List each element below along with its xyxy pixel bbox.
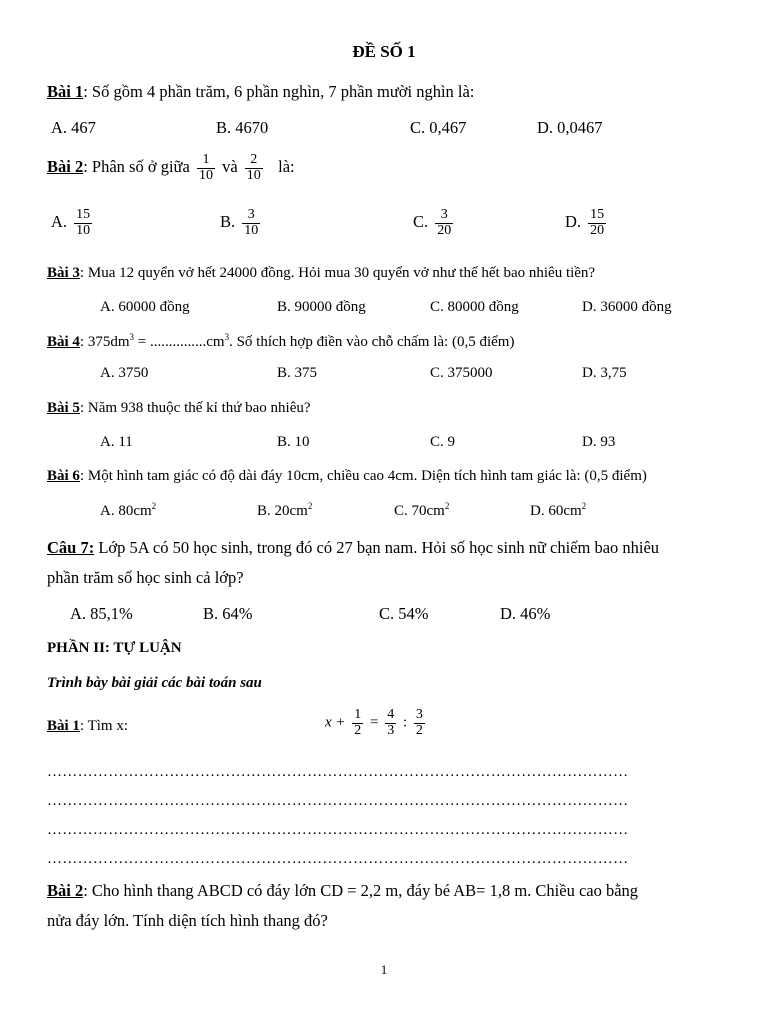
q7-option-c: C. 54%: [379, 604, 429, 623]
question-6: [47, 468, 647, 485]
question-text: : Mua 12 quyển vở hết 24000 đồng. Hỏi mua 30 quyển vở như thế hết bao nhiêu tiền?: [79, 265, 596, 281]
question-label: Bài 6: [47, 468, 80, 484]
q1-option-d: D. 0,0467: [537, 118, 603, 137]
question-7-line-2: phần trăm số học sinh cả lớp?: [47, 568, 244, 587]
q2-option-d: D. $\frac{15}{20}$: [565, 207, 605, 238]
question-text: : Phân số ở giữa: [83, 156, 190, 176]
q5-option-b: B. 10: [277, 434, 310, 450]
section-heading: PHẦN II: TỰ LUẬN: [47, 640, 182, 656]
question-text: là:: [278, 156, 295, 176]
question-5: [47, 400, 311, 417]
question-label: Bài 5: [47, 400, 80, 416]
equation: x + $\frac{1}{2}$ = $\frac{4}{3}$ : $\frac{3}{2}$: [325, 707, 423, 738]
fraction: $\frac{3}{2}$: [415, 707, 423, 738]
q3-option-a: A. 60000 đồng: [100, 299, 190, 315]
q1-option-c: C. 0,467: [410, 118, 467, 137]
q2-option-b: B. $\frac{3}{10}$: [220, 207, 259, 238]
page-number: 1: [380, 962, 388, 977]
q7-option-d: D. 46%: [500, 604, 551, 623]
question-7: [47, 538, 659, 558]
fraction: $\frac{15}{20}$: [590, 207, 605, 238]
fraction: $\frac{4}{3}$: [387, 707, 395, 738]
q7-option-a: A. 85,1%: [70, 604, 133, 623]
question-text: Lớp 5A có 50 học sinh, trong đó có 27 bạn nam. Hỏi số học sinh nữ chiếm bao nhiêu: [94, 538, 660, 557]
question-3: [47, 265, 595, 282]
question-label: Bài 2: [47, 156, 84, 176]
q5-option-d: D. 93: [582, 434, 616, 450]
question-2: [47, 153, 295, 183]
q5-option-c: C. 9: [430, 434, 456, 450]
question-label: Bài 1: [47, 718, 80, 734]
q6-option-d: D. $60cm^2$: [530, 501, 587, 519]
question-label: Bài 1: [47, 82, 84, 101]
question-label: Câu 7:: [47, 538, 95, 557]
q6-option-b: B. $20cm^2$: [257, 501, 313, 519]
q4-option-a: A. 3750: [100, 365, 149, 381]
q7-option-b: B. 64%: [203, 604, 253, 623]
page-title: ĐỀ SỐ 1: [352, 42, 416, 61]
question-1: [47, 82, 474, 102]
essay-problem-2-line-2: nửa đáy lớn. Tính diện tích hình thang đó?: [47, 911, 328, 930]
question-text: : Một hình tam giác có độ dài đáy 10cm, chiều cao 4cm. Diện tích hình tam giác là: (0,5 điểm): [79, 468, 647, 484]
fraction: $\frac{3}{10}$: [244, 207, 259, 238]
fraction: $\frac{1}{2}$: [354, 707, 362, 738]
question-text: : Số gồm 4 phần trăm, 6 phần nghìn, 7 phần mười nghìn là:: [83, 82, 475, 101]
question-label: Bài 4: [47, 334, 80, 350]
question-4: Bài 4: $375dm^3 = ...............cm^3$. Số thích hợp điền vào chỗ chấm là: (0,5 điểm): [47, 332, 515, 350]
q1-option-b: B. 4670: [216, 118, 269, 137]
fraction: $\frac{15}{10}$: [76, 207, 91, 238]
question-label: Bài 3: [47, 265, 80, 281]
q4-option-c: C. 375000: [430, 365, 493, 381]
question-text: và: [222, 156, 238, 176]
fraction: $\frac{3}{20}$: [437, 207, 452, 238]
question-label: Bài 2: [47, 881, 84, 900]
fraction: $\frac{2}{10}$: [246, 152, 261, 183]
q4-option-b: B. 375: [277, 365, 318, 381]
section-instruction: Trình bày bài giải các bài toán sau: [47, 675, 262, 691]
q3-option-c: C. 80000 đồng: [430, 299, 519, 315]
essay-problem-1: [47, 718, 128, 735]
q2-option-a: A. $\frac{15}{10}$: [51, 207, 91, 238]
q1-option-a: A. 467: [51, 118, 96, 137]
q3-option-d: D. 36000 đồng: [582, 299, 672, 315]
fraction: $\frac{1}{10}$: [198, 152, 213, 183]
essay-problem-2: [47, 881, 638, 901]
question-text: : Tìm x:: [79, 718, 128, 734]
q4-option-d: D. 3,75: [582, 365, 627, 381]
answer-dotted-line: ……………………………………………………………………………………………………: [47, 793, 629, 809]
answer-dotted-line: ……………………………………………………………………………………………………: [47, 851, 629, 867]
q5-option-a: A. 11: [100, 434, 133, 450]
answer-dotted-line: ……………………………………………………………………………………………………: [47, 764, 629, 780]
question-text: : Năm 938 thuộc thế kỉ thứ bao nhiêu?: [79, 400, 311, 416]
q2-option-c: C. $\frac{3}{20}$: [413, 207, 452, 238]
q6-option-c: C. $70cm^2$: [394, 501, 450, 519]
question-text: : Cho hình thang ABCD có đáy lớn CD = 2,2 m, đáy bé AB= 1,8 m. Chiều cao bằng: [83, 881, 639, 900]
q3-option-b: B. 90000 đồng: [277, 299, 366, 315]
q6-option-a: A. $80cm^2$: [100, 501, 157, 519]
answer-dotted-line: ……………………………………………………………………………………………………: [47, 822, 629, 838]
